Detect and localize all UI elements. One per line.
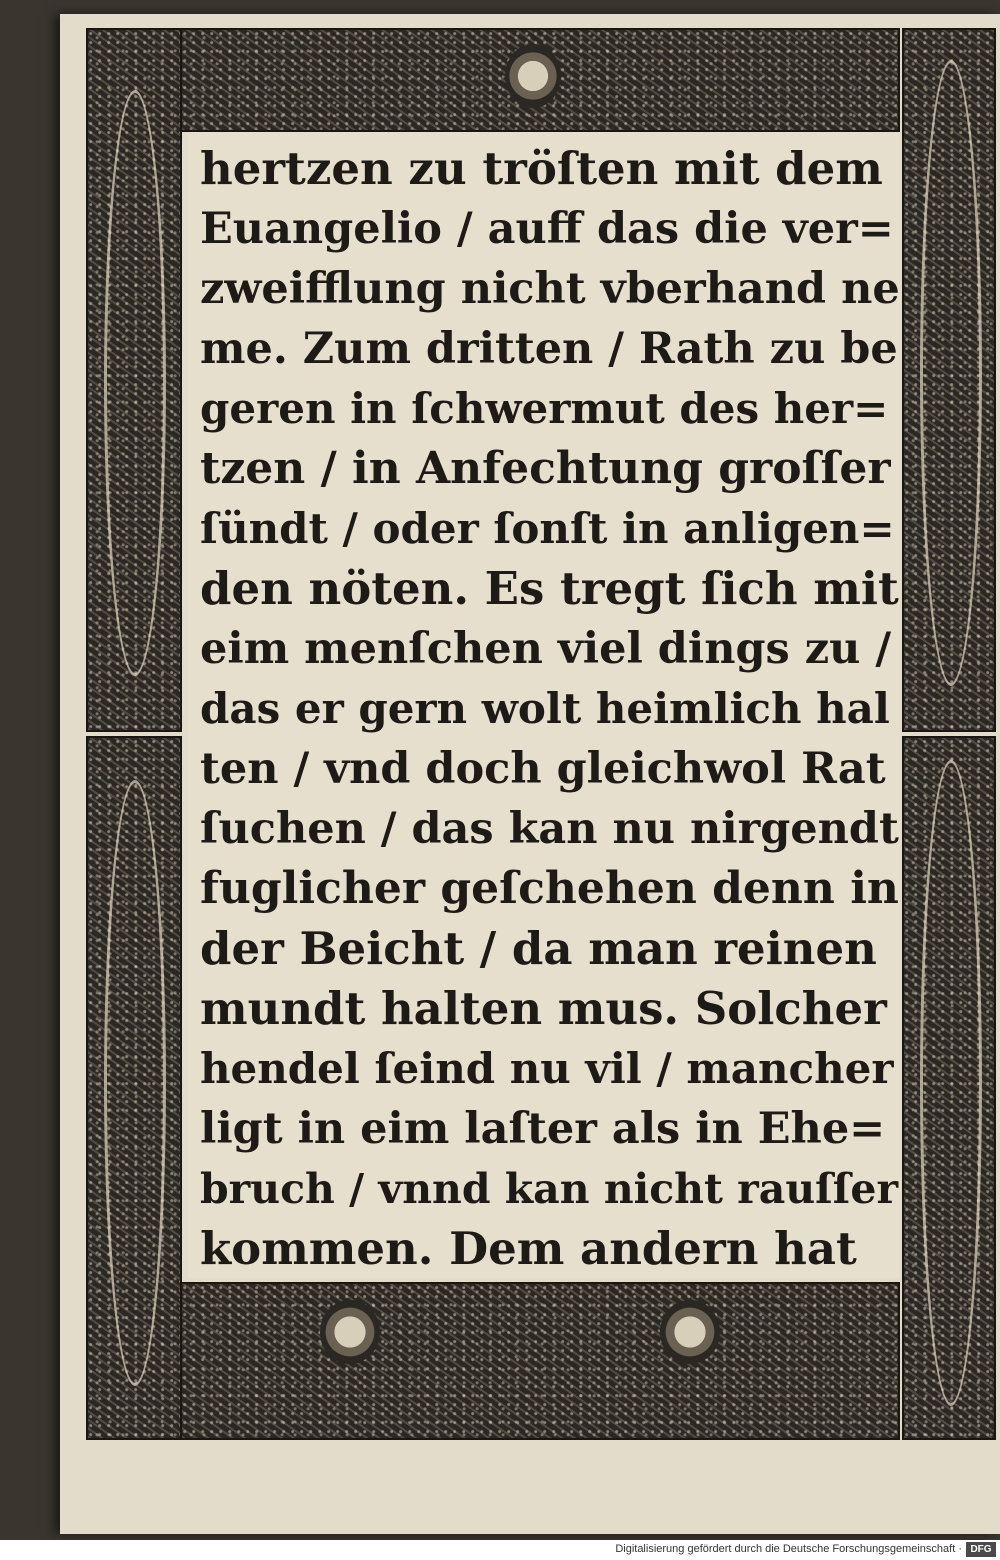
text-line: ſuchen / das kan nu nirgendt: [200, 804, 899, 854]
cherub-face-ornament: [320, 1300, 380, 1364]
text-line: hertzen zu tröſten mit dem: [200, 142, 883, 195]
ornament-oval: [920, 60, 982, 686]
text-line: zweifflung nicht vberhand ne: [200, 264, 900, 314]
text-line: kommen. Dem andern hat: [200, 1222, 857, 1275]
text-line: me. Zum dritten / Rath zu be: [200, 324, 898, 374]
woodcut-border-bottom: [180, 1282, 900, 1440]
funding-notice: Digitalisierung gefördert durch die Deutsche Forschungsgemeinschaft ·: [615, 1543, 962, 1555]
text-line: geren in ſchwermut des her=: [200, 384, 889, 433]
text-line: eim menſchen viel dings zu /: [200, 624, 892, 674]
text-line: bruch / vnnd kan nicht rauſſer: [200, 1165, 899, 1213]
text-line: ſündt / oder ſonſt in anligen=: [200, 504, 895, 553]
text-line: der Beicht / da man reinen: [200, 922, 877, 975]
ornament-oval: [920, 760, 982, 1406]
text-line: den nöten. Es tregt ſich mit: [200, 562, 899, 615]
text-line: tzen / in Anfechtung groſſer: [200, 443, 891, 494]
mask-face-ornament: [505, 44, 561, 108]
ornament-oval: [104, 90, 166, 676]
text-line: ten / vnd doch gleichwol Rat: [200, 744, 886, 794]
ornament-oval: [104, 780, 166, 1386]
text-line: hendel ſeind nu vil / mancher: [200, 1044, 894, 1093]
text-line: mundt halten mus. Solcher: [200, 982, 887, 1035]
digitization-footer: [0, 1540, 1000, 1560]
text-line: Euangelio / auff das die ver=: [200, 204, 894, 254]
text-line: ligt in eim laſter als in Ehe=: [200, 1104, 886, 1154]
text-line: das er gern wolt heimlich hal: [200, 684, 890, 733]
dfg-logo: DFG: [966, 1542, 996, 1557]
mask-face-ornament: [660, 1300, 720, 1364]
text-block: [188, 132, 900, 1278]
text-line: fuglicher geſchehen denn in: [200, 863, 899, 914]
